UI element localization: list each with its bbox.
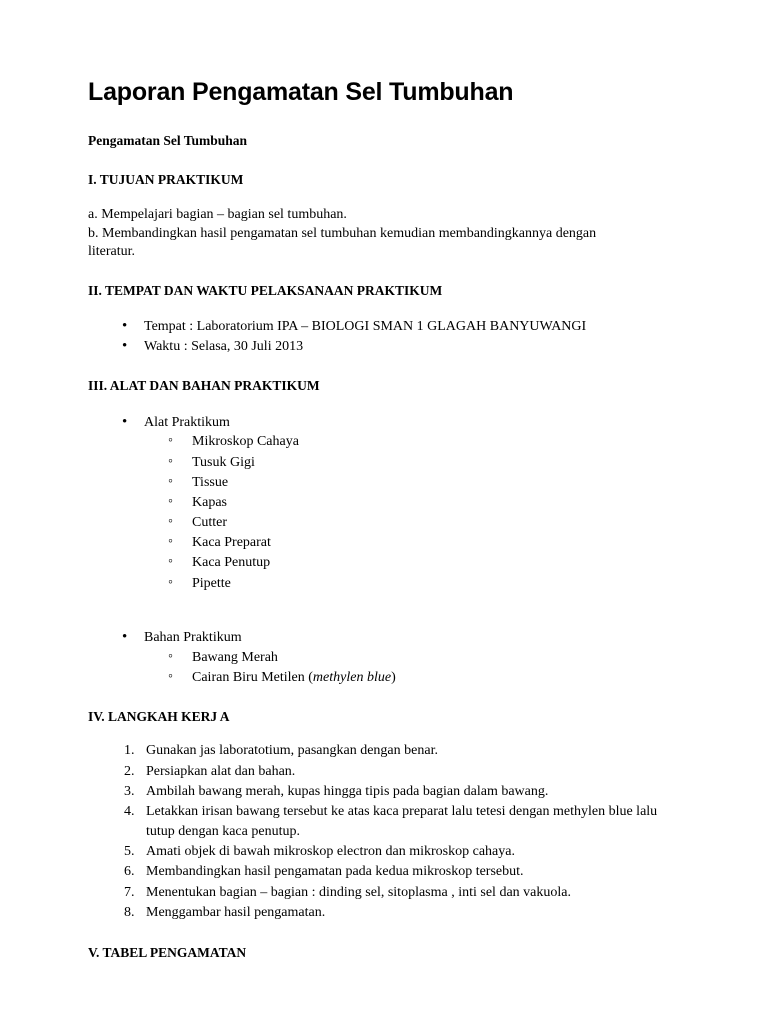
tujuan-line-3: literatur. bbox=[88, 244, 136, 260]
tujuan-paragraph bbox=[88, 206, 680, 261]
list-item: ◦ Kapas bbox=[164, 493, 680, 513]
list-item: • Waktu : Selasa, 30 Juli 2013 bbox=[116, 337, 680, 357]
list-item: ◦ Mikroskop Cahaya bbox=[164, 432, 680, 452]
bahan-item-italic: methylen blue bbox=[312, 669, 392, 685]
bahan-praktikum-label: Bahan Praktikum bbox=[144, 629, 242, 645]
alat-praktikum-label: Alat Praktikum bbox=[144, 414, 230, 430]
page-title: Laporan Pengamatan Sel Tumbuhan bbox=[88, 78, 514, 106]
list-item: ◦ Bawang Merah bbox=[164, 648, 680, 668]
tujuan-line-1: a. Mempelajari bagian – bagian sel tumbuhan. bbox=[88, 207, 347, 223]
list-item: ◦ Kaca Penutup bbox=[164, 553, 680, 573]
list-item bbox=[116, 413, 680, 594]
section-heading-tempat: II. TEMPAT DAN WAKTU PELAKSANAAN PRAKTIKUM bbox=[88, 282, 443, 298]
list-item: 1. Gunakan jas laboratotium, pasangkan dengan benar. bbox=[138, 741, 680, 761]
bahan-item-text: Cairan Biru Metilen ( bbox=[192, 669, 313, 685]
list-item: 2. Persiapkan alat dan bahan. bbox=[138, 762, 680, 782]
document-subtitle: Pengamatan Sel Tumbuhan bbox=[88, 132, 248, 148]
tujuan-line-2: b. Membandingkan hasil pengamatan sel tumbuhan kemudian membandingkannya dengan bbox=[88, 225, 597, 241]
list-item: 7. Menentukan bagian – bagian : dinding sel, sitoplasma , inti sel dan vakuola. bbox=[138, 883, 680, 903]
langkah-kerja-list bbox=[88, 741, 680, 922]
bahan-item-tail: ) bbox=[391, 669, 396, 685]
list-group-spacer bbox=[88, 614, 680, 628]
list-item: ◦ Tissue bbox=[164, 473, 680, 493]
bahan-praktikum-group bbox=[88, 628, 680, 688]
list-item: • Tempat : Laboratorium IPA – BIOLOGI SMAN 1 GLAGAH BANYUWANGI bbox=[116, 317, 680, 337]
tempat-waktu-list bbox=[88, 317, 680, 357]
section-heading-tabel: V. TABEL PENGAMATAN bbox=[88, 944, 247, 960]
list-item: 8. Menggambar hasil pengamatan. bbox=[138, 903, 680, 923]
alat-praktikum-list bbox=[144, 432, 680, 593]
alat-praktikum-group bbox=[88, 413, 680, 594]
list-item: 4. Letakkan irisan bawang tersebut ke atas kaca preparat lalu tetesi dengan methylen blue lalu tutup dengan kaca penutup. bbox=[138, 802, 680, 842]
section-heading-tujuan: I. TUJUAN PRAKTIKUM bbox=[88, 171, 244, 187]
section-heading-langkah: IV. LANGKAH KERJ A bbox=[88, 708, 230, 724]
list-item: 3. Ambilah bawang merah, kupas hingga tipis pada bagian dalam bawang. bbox=[138, 782, 680, 802]
section-heading-alat-bahan: III. ALAT DAN BAHAN PRAKTIKUM bbox=[88, 378, 320, 393]
list-item: 5. Amati objek di bawah mikroskop electron dan mikroskop cahaya. bbox=[138, 842, 680, 862]
list-item: ◦ Pipette bbox=[164, 574, 680, 594]
list-item: ◦ Kaca Preparat bbox=[164, 533, 680, 553]
bahan-praktikum-list bbox=[144, 648, 680, 688]
list-item bbox=[116, 628, 680, 688]
list-item: ◦ Cutter bbox=[164, 513, 680, 533]
list-item: ◦ Tusuk Gigi bbox=[164, 453, 680, 473]
list-item bbox=[164, 668, 680, 688]
list-item: 6. Membandingkan hasil pengamatan pada kedua mikroskop tersebut. bbox=[138, 862, 680, 882]
